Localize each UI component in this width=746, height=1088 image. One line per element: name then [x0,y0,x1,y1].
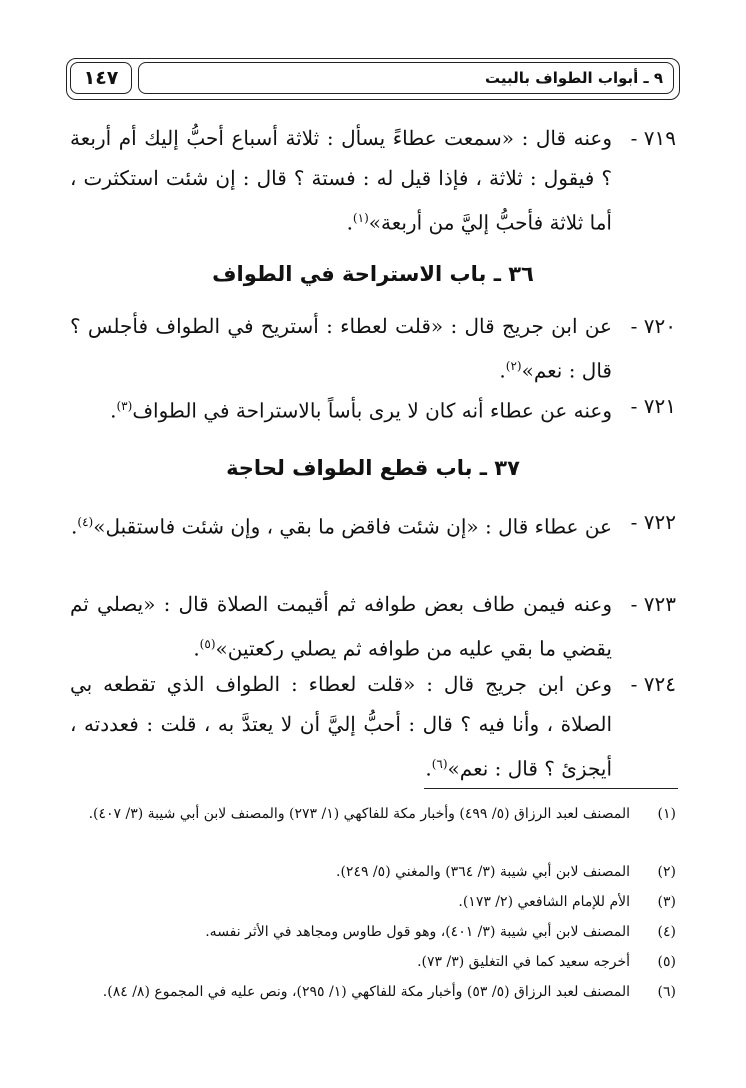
chapter-title: ٩ ـ أبواب الطواف بالبيت [485,69,663,87]
hadith-entry: ٧٢١ - وعنه عن عطاء أنه كان لا يرى بأساً بالاستراحة في الطواف$^{(٣)}$. [70,386,676,431]
footnote-ref: (١) [352,211,369,225]
footnote [70,918,676,946]
running-header [138,62,674,94]
entry-number: ٧١٩ - [630,126,676,150]
footnote-number: (١) [657,806,676,822]
hadith-entry: ٧١٩ - وعنه قال : «سمعت عطاءً يسأل : ثلاثة أسباع أحبُّ إليك أم أربعة ؟ فيقول : ثلاثة ، فإذا قيل له : فستة ؟ قال : إن شئت استكثرت ، أما ثلاثة فأحبُّ إليَّ من أربعة»$^{(١)}$. [70,118,676,243]
entry-number: ٧٢٣ - [630,592,676,616]
footnote-ref: (٣) [116,399,133,413]
footnote [70,800,676,828]
footnote-number: (٦) [657,984,676,1000]
footnote-number: (٣) [657,894,676,910]
footnote-number: (٥) [657,954,676,970]
footnote-text: المصنف لعبد الرزاق (٥/ ٤٩٩) وأخبار مكة للفاكهي (١/ ٢٧٣) والمصنف لابن أبي شيبة (٣/ ٤٠٧). [88,806,630,822]
footnote-text: الأم للإمام الشافعي (٢/ ١٧٣). [458,894,630,910]
entry-number: ٧٢٠ - [630,314,676,338]
footnote-ref: (٦) [431,757,448,771]
footnote-ref: (٥) [199,637,216,651]
entry-number: ٧٢٢ - [630,510,676,534]
entry-text: وعن ابن جريج قال : «قلت لعطاء : الطواف الذي تقطعه بي الصلاة ، وأنا فيه ؟ قال : أحبُّ إليَّ أن لا يعتدَّ به ، قلت : فعددته ، أيجزئ ؟ قال : نعم» [70,672,612,781]
section-heading: ٣٦ ـ باب الاستراحة في الطواف [212,262,534,286]
hadith-entry: ٧٢٠ - عن ابن جريج قال : «قلت لعطاء : أستريح في الطواف فأجلس ؟ قال : نعم»$^{(٢)}$. [70,306,676,391]
footnote [70,948,676,976]
hadith-entry: ٧٢٤ - وعن ابن جريج قال : «قلت لعطاء : الطواف الذي تقطعه بي الصلاة ، وأنا فيه ؟ قال : أحبُّ إليَّ أن لا يعتدَّ به ، قلت : فعددته ، أيجزئ ؟ قال : نعم»$^{(٦)}$. [70,664,676,789]
footnote-text: المصنف لابن أبي شيبة (٣/ ٣٦٤) والمغني (٥/ ٢٤٩). [336,864,630,880]
section-heading: ٣٧ ـ باب قطع الطواف لحاجة [226,456,520,480]
entry-text: وعنه فيمن طاف بعض طوافه ثم أقيمت الصلاة قال : «يصلي ثم يقضي ما بقي عليه من طوافه ثم يصلي ركعتين» [70,592,612,661]
entry-text: عن ابن جريج قال : «قلت لعطاء : أستريح في الطواف فأجلس ؟ قال : نعم» [70,314,612,383]
footnote-ref: (٢) [505,359,522,373]
hadith-entry: ٧٢٣ - وعنه فيمن طاف بعض طوافه ثم أقيمت الصلاة قال : «يصلي ثم يقضي ما بقي عليه من طوافه ثم يصلي ركعتين»$^{(٥)}$. [70,584,676,669]
entry-number: ٧٢١ - [630,394,676,418]
entry-text: وعنه قال : «سمعت عطاءً يسأل : ثلاثة أسباع أحبُّ إليك أم أربعة ؟ فيقول : ثلاثة ، فإذا قيل له : فستة ؟ قال : إن شئت استكثرت ، أما ثلاثة فأحبُّ إليَّ من أربعة» [70,126,612,235]
entry-text: وعنه عن عطاء أنه كان لا يرى بأساً بالاستراحة في الطواف [132,398,612,423]
footnote-ref: (٤) [77,515,94,529]
footnote [70,858,676,886]
footnote-divider [424,788,678,789]
footnote-text: المصنف لعبد الرزاق (٥/ ٥٣) وأخبار مكة للفاكهي (١/ ٢٩٥)، ونص عليه في المجموع (٨/ ٨٤). [102,984,630,1000]
footnote [70,978,676,1006]
footnote-number: (٤) [657,924,676,940]
footnote-number: (٢) [657,864,676,880]
entry-text: عن عطاء قال : «إن شئت فاقض ما بقي ، وإن شئت فاستقبل» [93,514,612,539]
entry-number: ٧٢٤ - [630,672,676,696]
hadith-entry: ٧٢٢ - عن عطاء قال : «إن شئت فاقض ما بقي ، وإن شئت فاستقبل»$^{(٤)}$. [70,502,676,547]
page-number-box [70,62,132,94]
page-number: ١٤٧ [83,67,119,89]
footnote-text: المصنف لابن أبي شيبة (٣/ ٤٠١)، وهو قول طاوس ومجاهد في الأثر نفسه. [205,924,630,940]
footnote [70,888,676,916]
footnote-text: أخرجه سعيد كما في التغليق (٣/ ٧٣). [417,954,630,970]
